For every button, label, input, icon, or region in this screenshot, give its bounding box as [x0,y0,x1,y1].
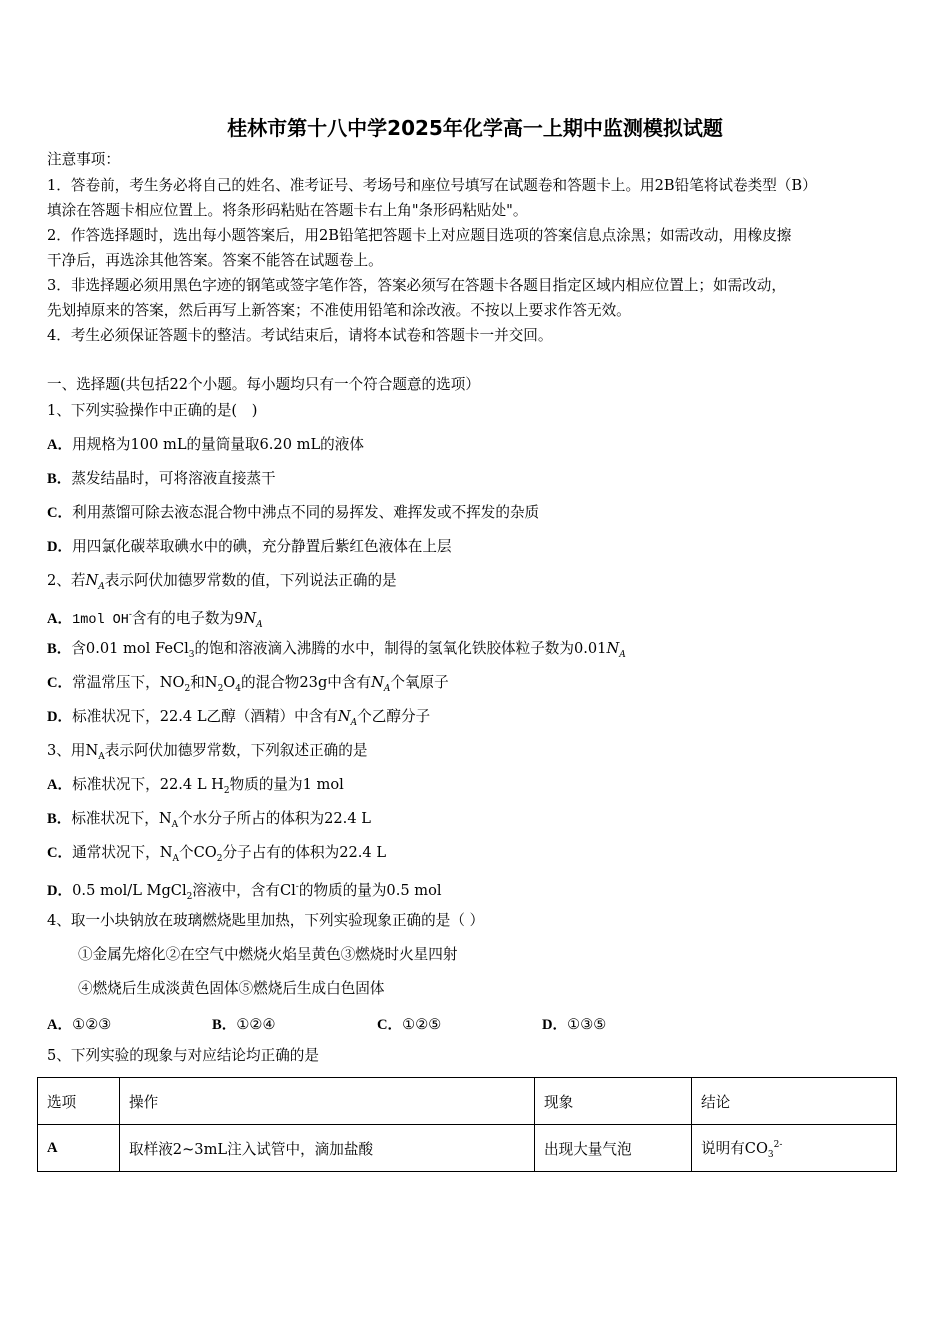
q2-option-a: A．1mol OH-含有的电子数为$9N_A$ [47,609,263,630]
q3-option-a: A．标准状况下，22.4 L $H_2$物质的量为1 mol [47,776,344,796]
q4-option-c: C．①②⑤ [377,1016,442,1033]
header-conclusion: 结论 [692,1078,897,1125]
notice-line: 干净后，再选涂其他答案。答案不能答在试题卷上。 [47,252,383,269]
page-title: 桂林市第十八中学2025年化学高一上期中监测模拟试题 [227,116,723,140]
notice-heading: 注意事项： [47,151,120,168]
q2-option-d: D．标准状况下，22.4 L乙醇（酒精）中含有$N_A$个乙醇分子 [47,708,431,728]
q5-stem: 5、下列实验的现象与对应结论均正确的是 [47,1047,319,1064]
row-option: A [38,1125,120,1172]
q1-option-a: A．用规格为100 mL的量筒量取6.20 mL的液体 [47,436,364,453]
q4-stem: 4、取一小块钠放在玻璃燃烧匙里加热，下列实验现象正确的是（ ） [47,912,485,929]
row-operation: 取样液2~3mL注入试管中，滴加盐酸 [120,1125,535,1172]
q1-option-d: D．用四氯化碳萃取碘水中的碘，充分静置后紫红色液体在上层 [47,538,452,555]
notice-line: 先划掉原来的答案，然后再写上新答案；不准使用铅笔和涂改液。不按以上要求作答无效。 [47,302,631,319]
q3-option-b: B．标准状况下，$N_A$个水分子所占的体积为22.4 L [47,810,371,830]
q3-option-c: C．通常状况下，$N_A$个$CO_2$分子占有的体积为22.4 L [47,844,387,864]
q4-statement-1: ①金属先熔化②在空气中燃烧火焰呈黄色③燃烧时火星四射 [78,946,458,963]
row-conclusion: 说明有$CO_3^{2-}$ [692,1125,897,1172]
q4-option-a: A．①②③ [47,1016,112,1033]
notice-line: 4．考生必须保证答题卡的整洁。考试结束后，请将本试卷和答题卡一并交回。 [47,327,553,344]
header-phenomenon: 现象 [535,1078,692,1125]
table-row [38,1125,897,1172]
table-header-row [38,1078,897,1125]
q5-table [37,1077,897,1172]
q2-stem: 2、若$N_A$表示阿伏加德罗常数的值，下列说法正确的是 [47,572,397,592]
header-operation: 操作 [120,1078,535,1125]
q4-option-d: D．①③⑤ [542,1016,607,1033]
notice-line: 填涂在答题卡相应位置上。将条形码粘贴在答题卡右上角"条形码粘贴处"。 [47,202,528,219]
notice-line: 3．非选择题必须用黑色字迹的钢笔或签字笔作答，答案必须写在答题卡各题目指定区域内相应位置上；如需改动， [47,277,786,294]
q2-option-b: B．含0.01 mol FeCl$_3$的饱和溶液滴入沸腾的水中，制得的氢氧化铁胶体粒子数为$0.01N_A$ [47,640,626,660]
q1-stem: 1、下列实验操作中正确的是( ) [47,402,258,419]
q4-statement-2: ④燃烧后生成淡黄色固体⑤燃烧后生成白色固体 [78,980,385,997]
q3-stem: 3、用$N_A$表示阿伏加德罗常数，下列叙述正确的是 [47,742,368,762]
row-phenomenon: 出现大量气泡 [535,1125,692,1172]
section-heading: 一、选择题(共包括22个小题。每小题均只有一个符合题意的选项） [47,376,480,393]
notice-line: 2．作答选择题时，选出每小题答案后，用2B铅笔把答题卡上对应题目选项的答案信息点涂黑；如需改动，用橡皮擦 [47,227,792,244]
header-option: 选项 [38,1078,120,1125]
q3-option-d: D．0.5 mol/L MgCl$_2$溶液中，含有Cl-的物质的量为0.5 mol [47,881,442,902]
q1-option-b: B．蒸发结晶时，可将溶液直接蒸干 [47,470,276,487]
q1-option-c: C．利用蒸馏可除去液态混合物中沸点不同的易挥发、难挥发或不挥发的杂质 [47,504,540,521]
q4-option-b: B．①②④ [212,1016,276,1033]
q2-option-c: C．常温常压下，$NO_2$和$N_2O_4$的混合物23g中含有$N_A$个氧原子 [47,674,449,694]
notice-line: 1．答卷前，考生务必将自己的姓名、准考证号、考场号和座位号填写在试题卷和答题卡上。用2B铅笔将试卷类型（B） [47,177,817,194]
